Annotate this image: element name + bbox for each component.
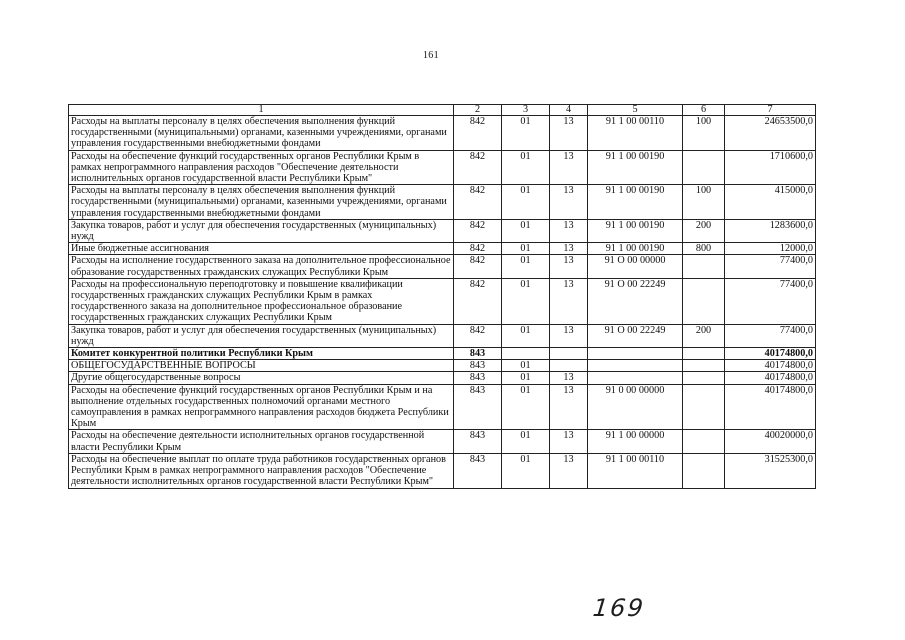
table-row: [69, 430, 816, 453]
cell-amount: 40174800,0: [725, 384, 816, 430]
header-cell: 4: [550, 105, 588, 116]
cell-amount: 31525300,0: [725, 453, 816, 488]
cell-code-2: 842: [454, 150, 502, 185]
cell-code-4: 13: [550, 243, 588, 255]
cell-code-3: 01: [502, 278, 550, 324]
cell-code-5: 91 1 00 00110: [588, 453, 683, 488]
cell-code-3: 01: [502, 243, 550, 255]
cell-code-5: 91 1 00 00190: [588, 150, 683, 185]
cell-code-3: 01: [502, 360, 550, 372]
cell-amount: 77400,0: [725, 255, 816, 278]
cell-code-5: 91 0 00 00000: [588, 384, 683, 430]
cell-name: Закупка товаров, работ и услуг для обеспечения государственных (муниципальных) нужд: [69, 219, 454, 242]
cell-code-4: 13: [550, 430, 588, 453]
cell-name: Расходы на выплаты персоналу в целях обеспечения выполнения функций государственными (муниципальными) органами, казенными учреждениями, органами управления государственными внебюджетными фондами: [69, 116, 454, 151]
cell-amount: 40174800,0: [725, 372, 816, 384]
table-row: [69, 278, 816, 324]
cell-code-6: 200: [683, 219, 725, 242]
cell-code-2: 843: [454, 430, 502, 453]
cell-code-4: 13: [550, 255, 588, 278]
cell-name: Комитет конкурентной политики Республики Крым: [69, 348, 454, 360]
cell-code-5: 91 О 00 22249: [588, 278, 683, 324]
cell-code-2: 842: [454, 219, 502, 242]
cell-code-2: 843: [454, 348, 502, 360]
cell-code-5: 91 О 00 22249: [588, 324, 683, 347]
cell-code-4: 13: [550, 116, 588, 151]
cell-code-2: 842: [454, 243, 502, 255]
cell-code-2: 843: [454, 453, 502, 488]
cell-amount: 77400,0: [725, 278, 816, 324]
header-cell: 6: [683, 105, 725, 116]
cell-name: Расходы на обеспечение деятельности исполнительных органов государственной власти Республики Крым: [69, 430, 454, 453]
header-cell: 5: [588, 105, 683, 116]
table-row: [69, 372, 816, 384]
cell-code-5: 91 О 00 00000: [588, 255, 683, 278]
cell-amount: 12000,0: [725, 243, 816, 255]
cell-code-5: 91 1 00 00190: [588, 243, 683, 255]
cell-amount: 40020000,0: [725, 430, 816, 453]
header-cell: 7: [725, 105, 816, 116]
cell-code-4: 13: [550, 384, 588, 430]
cell-code-5: 91 1 00 00000: [588, 430, 683, 453]
table-row: [69, 150, 816, 185]
cell-code-2: 843: [454, 384, 502, 430]
cell-amount: 415000,0: [725, 185, 816, 220]
cell-code-2: 842: [454, 116, 502, 151]
cell-amount: 77400,0: [725, 324, 816, 347]
cell-code-6: [683, 430, 725, 453]
cell-code-6: [683, 255, 725, 278]
cell-code-4: 13: [550, 453, 588, 488]
cell-code-4: 13: [550, 150, 588, 185]
cell-name: Другие общегосударственные вопросы: [69, 372, 454, 384]
table-row: [69, 324, 816, 347]
cell-code-4: 13: [550, 278, 588, 324]
cell-code-6: 100: [683, 116, 725, 151]
cell-code-4: 13: [550, 324, 588, 347]
cell-code-3: 01: [502, 324, 550, 347]
cell-code-3: 01: [502, 384, 550, 430]
cell-code-5: [588, 348, 683, 360]
cell-code-6: [683, 150, 725, 185]
cell-code-4: [550, 348, 588, 360]
cell-amount: 40174800,0: [725, 360, 816, 372]
cell-code-6: 100: [683, 185, 725, 220]
cell-code-2: 842: [454, 324, 502, 347]
cell-amount: 40174800,0: [725, 348, 816, 360]
cell-name: Расходы на обеспечение функций государственных органов Республики Крым и на выполнение отдельных государственных полномочий органами местного самоуправления в рамках непрограммного направления расходов бюджета Республики Крым: [69, 384, 454, 430]
cell-code-6: 800: [683, 243, 725, 255]
cell-name: Расходы на профессиональную переподготовку и повышение квалификации государственных гражданских служащих Республики Крым в рамках государственного заказа на дополнительное профессиональное образование государственных гражданских служащих Республики Крым: [69, 278, 454, 324]
page-number: 161: [423, 50, 439, 61]
cell-code-4: [550, 360, 588, 372]
cell-amount: 1710600,0: [725, 150, 816, 185]
cell-code-2: 842: [454, 255, 502, 278]
cell-code-5: 91 1 00 00110: [588, 116, 683, 151]
cell-code-3: 01: [502, 430, 550, 453]
budget-table: [68, 104, 816, 489]
cell-code-2: 842: [454, 278, 502, 324]
header-cell: 2: [454, 105, 502, 116]
cell-code-2: 842: [454, 185, 502, 220]
cell-code-5: [588, 372, 683, 384]
cell-code-6: [683, 372, 725, 384]
header-cell: 1: [69, 105, 454, 116]
cell-code-6: [683, 384, 725, 430]
table-row: [69, 185, 816, 220]
cell-code-3: 01: [502, 150, 550, 185]
cell-name: Расходы на выплаты персоналу в целях обеспечения выполнения функций государственными (муниципальными) органами, казенными учреждениями, органами управления государственными внебюджетными фондами: [69, 185, 454, 220]
cell-code-6: [683, 348, 725, 360]
cell-code-6: [683, 278, 725, 324]
cell-code-4: 13: [550, 185, 588, 220]
cell-name: Расходы на исполнение государственного заказа на дополнительное профессиональное образование государственных гражданских служащих Республики Крым: [69, 255, 454, 278]
handwritten-page-number: 169: [591, 594, 647, 622]
cell-code-6: 200: [683, 324, 725, 347]
table-row: [69, 348, 816, 360]
table-row: [69, 243, 816, 255]
cell-code-3: [502, 348, 550, 360]
header-row: [69, 105, 816, 116]
table-row: [69, 116, 816, 151]
cell-code-3: 01: [502, 116, 550, 151]
cell-code-3: 01: [502, 219, 550, 242]
cell-code-6: [683, 360, 725, 372]
table-body: [69, 116, 816, 489]
cell-code-3: 01: [502, 453, 550, 488]
table-row: [69, 384, 816, 430]
table-row: [69, 360, 816, 372]
cell-code-5: 91 1 00 00190: [588, 219, 683, 242]
cell-code-5: 91 1 00 00190: [588, 185, 683, 220]
header-cell: 3: [502, 105, 550, 116]
table-row: [69, 255, 816, 278]
cell-name: Закупка товаров, работ и услуг для обеспечения государственных (муниципальных) нужд: [69, 324, 454, 347]
cell-code-2: 843: [454, 360, 502, 372]
cell-name: Расходы на обеспечение выплат по оплате труда работников государственных органов Республики Крым в рамках непрограммного направления расходов "Обеспечение деятельности исполнительных органов государственной власти Республики Крым": [69, 453, 454, 488]
cell-amount: 1283600,0: [725, 219, 816, 242]
cell-amount: 24653500,0: [725, 116, 816, 151]
cell-code-5: [588, 360, 683, 372]
cell-code-3: 01: [502, 255, 550, 278]
table-row: [69, 219, 816, 242]
cell-code-3: 01: [502, 372, 550, 384]
cell-name: Расходы на обеспечение функций государственных органов Республики Крым в рамках непрограммного направления расходов "Обеспечение деятельности исполнительных органов государственной власти Республики Крым": [69, 150, 454, 185]
cell-code-6: [683, 453, 725, 488]
cell-name: Иные бюджетные ассигнования: [69, 243, 454, 255]
cell-code-3: 01: [502, 185, 550, 220]
cell-code-2: 843: [454, 372, 502, 384]
cell-code-4: 13: [550, 219, 588, 242]
table-row: [69, 453, 816, 488]
cell-name: ОБЩЕГОСУДАРСТВЕННЫЕ ВОПРОСЫ: [69, 360, 454, 372]
cell-code-4: 13: [550, 372, 588, 384]
